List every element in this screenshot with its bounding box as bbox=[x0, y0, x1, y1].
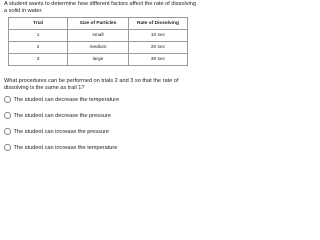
radio-button[interactable] bbox=[4, 128, 11, 135]
table-row bbox=[9, 54, 188, 66]
radio-button[interactable] bbox=[4, 144, 11, 151]
table-header-row bbox=[9, 18, 188, 30]
cell-size: medium bbox=[68, 42, 129, 54]
answer-option-label: The student can decrease the pressure bbox=[13, 112, 111, 119]
answer-option-label: The student can increase the temperature bbox=[13, 144, 118, 151]
answer-option-label: The student can increase the pressure bbox=[13, 128, 109, 135]
data-table bbox=[8, 17, 188, 66]
cell-rate: 30 sec bbox=[128, 54, 187, 66]
cell-size: small bbox=[68, 30, 129, 42]
answer-option-label: The student can decrease the temperature bbox=[13, 96, 120, 103]
column-header-rate: Rate of Dissolving bbox=[128, 18, 187, 30]
answer-options bbox=[4, 95, 196, 159]
cell-rate: 20 sec bbox=[128, 42, 187, 54]
cell-rate: 10 sec bbox=[128, 30, 187, 42]
cell-trial: 2 bbox=[9, 42, 68, 54]
intro-text: A student wants to determine how different factors affect the rate of dissolving a solid in water. bbox=[4, 1, 196, 14]
question-text: What procedures can be performed on trials 2 and 3 so that the rate of dissolving is the same as trail 1? bbox=[4, 78, 179, 91]
answer-option-decrease-pressure[interactable] bbox=[4, 111, 196, 120]
column-header-size: Size of Particles bbox=[68, 18, 129, 30]
radio-button[interactable] bbox=[4, 96, 11, 103]
answer-option-decrease-temperature[interactable] bbox=[4, 95, 196, 104]
answer-option-increase-temperature[interactable] bbox=[4, 143, 196, 152]
cell-size: large bbox=[68, 54, 129, 66]
cell-trial: 1 bbox=[9, 30, 68, 42]
table-row bbox=[9, 30, 188, 42]
table-row bbox=[9, 42, 188, 54]
column-header-trial: Trial bbox=[9, 18, 68, 30]
answer-option-increase-pressure[interactable] bbox=[4, 127, 196, 136]
radio-button[interactable] bbox=[4, 112, 11, 119]
cell-trial: 3 bbox=[9, 54, 68, 66]
